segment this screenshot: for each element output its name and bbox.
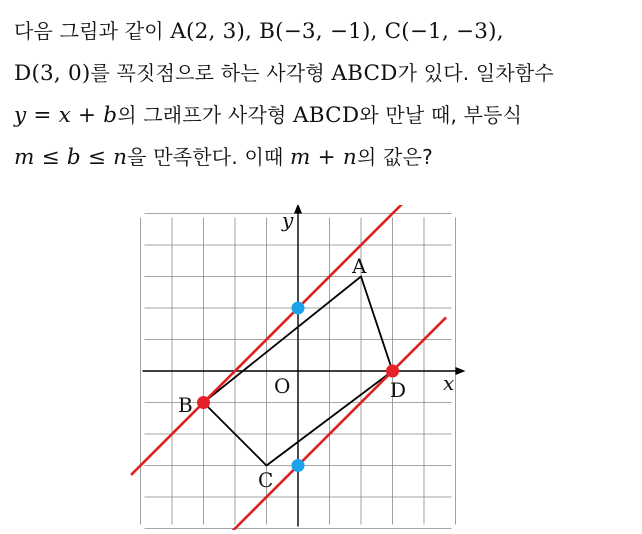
y-axis-label: y <box>282 208 294 232</box>
red-point <box>386 365 399 378</box>
x-axis-arrow <box>456 367 466 375</box>
line2-abcd: ABCD <box>331 61 398 86</box>
line-y-equals-x-plus-b-2 <box>226 317 446 530</box>
line4-inequality: m ≤ b ≤ n <box>14 145 128 170</box>
label-b: B <box>178 393 193 417</box>
red-lines <box>131 205 446 530</box>
problem-line-3 <box>14 94 634 136</box>
y-axis-arrow <box>294 205 302 214</box>
axes <box>143 205 466 527</box>
problem-text <box>14 10 634 178</box>
x-axis-label: x <box>443 371 455 395</box>
label-c: C <box>258 468 274 492</box>
problem-line-1 <box>14 10 634 52</box>
line3-equation: y = x + b <box>14 103 118 128</box>
line2-text-2: 가 있다. 일차함수 <box>397 61 554 85</box>
red-point <box>197 396 210 409</box>
coordinate-figure <box>130 205 490 530</box>
line4-text-1: 을 만족한다. 이때 <box>127 145 291 169</box>
line2-text-1: 를 꼭짓점으로 하는 사각형 <box>90 61 332 85</box>
line1-points: A(2, 3), B(−3, −1), C(−1, −3), <box>170 19 504 44</box>
line3-abcd: ABCD <box>293 103 360 128</box>
label-a: A <box>352 254 367 278</box>
line4-text-2: 의 값은? <box>356 145 433 169</box>
line2-point-d: D(3, 0) <box>14 61 91 86</box>
line4-sum: m + n <box>290 145 357 170</box>
problem-line-2 <box>14 52 634 94</box>
line1-text: 다음 그림과 같이 <box>14 19 171 43</box>
label-d: D <box>390 378 407 402</box>
blue-point <box>292 302 305 315</box>
origin-label: O <box>274 374 291 398</box>
blue-point <box>292 459 305 472</box>
line3-text-2: 와 만날 때, 부등식 <box>359 103 523 127</box>
problem-line-4 <box>14 136 634 178</box>
line3-text-1: 의 그래프가 사각형 <box>117 103 294 127</box>
